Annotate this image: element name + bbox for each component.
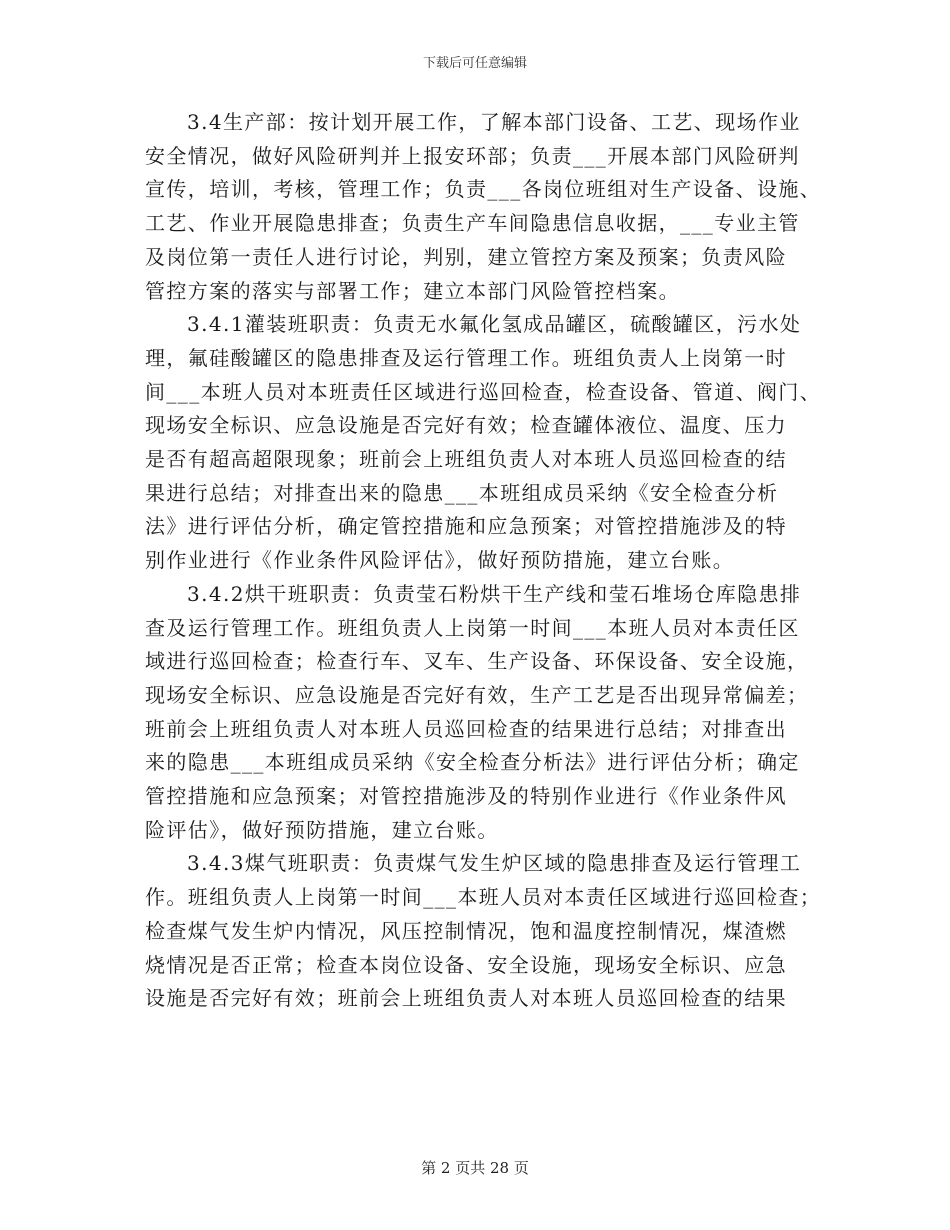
text-line: 3.4.1灌装班职责：负责无水氟化氢成品罐区，硫酸罐区，污水处 [187,312,802,337]
text-line: 现场安全标识、应急设施是否完好有效；检查罐体液位、温度、压力 [145,413,787,438]
paragraph-production-dept [145,106,822,308]
text-line: 设施是否完好有效；班前会上班组负责人对本班人员巡回检查的结果 [145,986,787,1011]
page-header: 下载后可任意编辑 [422,56,527,71]
text-line: 3.4.3煤气班职责：负责煤气发生炉区域的隐患排查及运行管理工 [187,851,802,876]
text-line: 检查煤气发生炉内情况，风压控制情况，饱和温度控制情况，煤渣燃 [145,918,787,943]
text-line: 3.4生产部：按计划开展工作，了解本部门设备、工艺、现场作业 [187,110,801,134]
text-line: 宣传，培训，考核，管理工作；负责___各岗位班组对生产设备、设施、 [145,177,822,202]
text-line: 理，氟硅酸罐区的隐患排查及运行管理工作。班组负责人上岗第一时 [145,345,787,370]
paragraph-filling-team [145,308,822,578]
text-line: 及岗位第一责任人进行讨论，判别，建立管控方案及预案；负责风险 [145,244,787,269]
paragraph-gas-team [145,847,822,1016]
text-line: 是否有超高超限现象；班前会上班组负责人对本班人员巡回检查的结 [145,447,787,472]
text-line: 作。班组负责人上岗第一时间___本班人员对本责任区域进行巡回检查； [145,885,822,910]
paragraph-drying-team [145,578,817,848]
text-line: 果进行总结；对排查出来的隐患___本班组成员采纳《安全检查分析 [145,480,779,505]
text-line: 来的隐患___本班组成员采纳《安全检查分析法》进行评估分析；确定 [145,750,800,775]
text-line: 法》进行评估分析，确定管控措施和应急预案；对管控措施涉及的特 [145,514,787,539]
text-line: 险评估》，做好预防措施，建立台账。 [145,817,499,842]
text-line: 班前会上班组负责人对本班人员巡回检查的结果进行总结；对排查出 [145,716,787,741]
text-line: 安全情况，做好风险研判并上报安环部；负责___开展本部门风险研判 [145,143,800,168]
page-number-footer: 第 2 页共 28 页 [421,1159,529,1177]
text-line: 间___本班人员对本班责任区域进行巡回检查，检查设备、管道、阀门、 [145,379,822,404]
text-line: 烧情况是否正常；检查本岗位设备、安全设施，现场安全标识、应急 [145,952,787,977]
text-line: 现场安全标识、应急设施是否完好有效，生产工艺是否出现异常偏差； [145,682,809,707]
text-line: 别作业进行《作业条件风险评估》，做好预防措施，建立台账。 [145,548,735,573]
text-line: 域进行巡回检查；检查行车、叉车、生产设备、环保设备、安全设施， [145,649,809,674]
text-line: 管控方案的落实与部署工作；建立本部门风险管控档案。 [145,278,680,303]
text-line: 工艺、作业开展隐患排查；负责生产车间隐患信息收据，___专业主管 [145,211,800,236]
text-line: 管控措施和应急预案；对管控措施涉及的特别作业进行《作业条件风 [145,784,787,809]
text-line: 3.4.2烘干班职责：负责莹石粉烘干生产线和莹石堆场仓库隐患排 [187,581,802,606]
document-body [145,106,822,1016]
text-line: 查及运行管理工作。班组负责人上岗第一时间___本班人员对本责任区 [145,615,800,640]
